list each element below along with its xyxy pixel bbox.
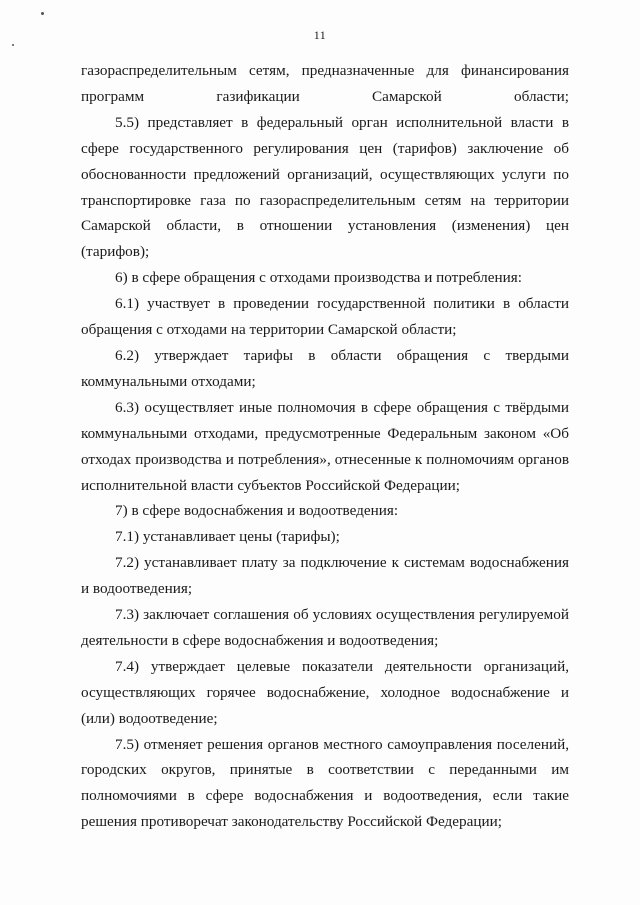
scan-speck — [41, 12, 44, 15]
paragraph: 6) в сфере обращения с отходами производства и потребления: — [115, 269, 522, 287]
paragraph: 6.2) утверждает тарифы в области обращения с твердыми коммунальными отходами; — [81, 346, 569, 390]
document-body — [81, 58, 569, 835]
paragraph: 7.2) устанавливает плату за подключение к системам водоснабжения и водоотведения; — [81, 554, 569, 598]
paragraph: 7.5) отменяет решения органов местного самоуправления поселений, городских округов, принятые в соответствии с переданными им полномочиями в сфере водоснабжения и водоотведения, если такие решения противоречат законодательству Российской Федерации; — [81, 735, 569, 831]
paragraph: 5.5) представляет в федеральный орган исполнительной власти в сфере государственного регулирования цен (тарифов) заключение об обоснованности предложений организаций, осуществляющих услуги по транспортировке газа по газораспределительным сетям на территории Самарской области, в отношении установления (изменения) цен (тарифов); — [81, 113, 569, 261]
paragraph: 7.4) утверждает целевые показатели деятельности организаций, осуществляющих горячее водоснабжение, холодное водоснабжение и (или) водоотведение; — [81, 657, 569, 727]
paragraph: газораспределительным сетям, предназначенные для финансирования программ газификации Самарской области; — [81, 62, 569, 105]
page-number: 11 — [313, 28, 327, 42]
paragraph: 7) в сфере водоснабжения и водоотведения: — [115, 502, 399, 520]
paragraph: 7.3) заключает соглашения об условиях осуществления регулируемой деятельности в сфере водоснабжения и водоотведения; — [81, 606, 569, 649]
paragraph: 7.1) устанавливает цены (тарифы); — [115, 528, 340, 546]
paragraph: 6.3) осуществляет иные полномочия в сфере обращения с твёрдыми коммунальными отходами, предусмотренные Федеральным законом «Об отходах производства и потребления», отнесенные к полномочиям органов исполнительной власти субъектов Российской Федерации; — [81, 398, 569, 494]
paragraph: 6.1) участвует в проведении государственной политики в области обращения с отходами на территории Самарской области; — [81, 295, 569, 339]
scan-speck — [12, 44, 14, 46]
